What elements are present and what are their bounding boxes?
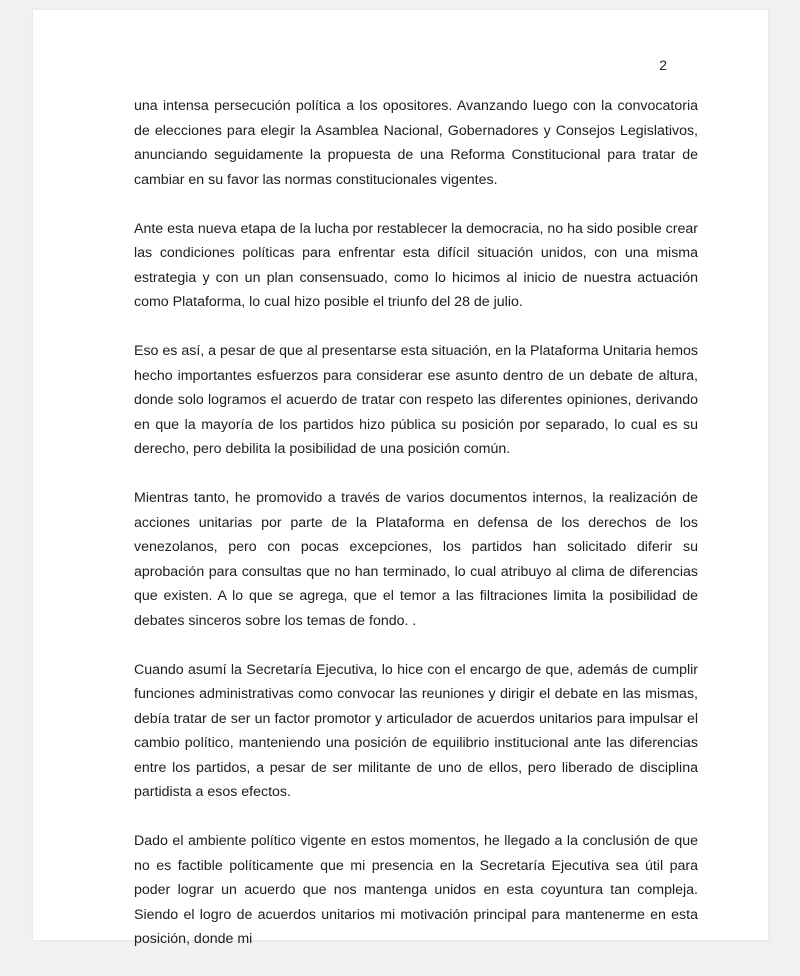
document-body — [134, 94, 698, 976]
paragraph: Ante esta nueva etapa de la lucha por restablecer la democracia, no ha sido posible crear las condiciones políticas para enfrentar esta difícil situación unidos, con una misma estrategia y con un plan consensuado, como lo hicimos al inicio de nuestra actuación como Plataforma, lo cual hizo posible el triunfo del 28 de julio. — [134, 220, 698, 310]
document-page — [33, 10, 768, 947]
paragraph: una intensa persecución política a los opositores. Avanzando luego con la convocatoria de elecciones para elegir la Asamblea Nacional, Gobernadores y Consejos Legislativos, anunciando seguidamente la propuesta de una Reforma Constitucional para tratar de cambiar en su favor las normas constitucionales vigentes. — [134, 98, 698, 188]
page-number: 2 — [659, 57, 667, 73]
paragraph: Dado el ambiente político vigente en estos momentos, he llegado a la conclusión de que no es factible políticamente que mi presencia en la Secretaría Ejecutiva sea útil para poder lograr un acuerdo que nos mantenga unidos en esta coyuntura tan compleja. Siendo el logro de acuerdos unitarios mi motivación principal para mantenerme en esta posición, donde mi — [134, 833, 698, 947]
paragraph: Eso es así, a pesar de que al presentarse esta situación, en la Plataforma Unitaria hemos hecho importantes esfuerzos para considerar ese asunto dentro de un debate de altura, donde solo logramos el acuerdo de tratar con respeto las diferentes opiniones, derivando en que la mayoría de los partidos hizo pública su posición por separado, lo cual es su derecho, pero debilita la posibilidad de una posición común. — [134, 343, 698, 457]
paragraph: Cuando asumí la Secretaría Ejecutiva, lo hice con el encargo de que, además de cumplir funciones administrativas como convocar las reuniones y dirigir el debate en las mismas, debía tratar de ser un factor promotor y articulador de acuerdos unitarios para impulsar el cambio político, manteniendo una posición de equilibrio institucional ante las diferencias entre los partidos, a pesar de ser militante de uno de ellos, pero liberado de disciplina partidista a esos efectos. — [134, 661, 698, 800]
paragraph: Mientras tanto, he promovido a través de varios documentos internos, la realización de acciones unitarias por parte de la Plataforma en defensa de los derechos de los venezolanos, pero con pocas excepciones, los partidos han solicitado diferir su aprobación para consultas que no han terminado, lo cual atribuyo al clima de diferencias que existen. A lo que se agrega, que el temor a las filtraciones limita la posibilidad de debates sinceros sobre los temas de fondo. . — [134, 490, 698, 629]
